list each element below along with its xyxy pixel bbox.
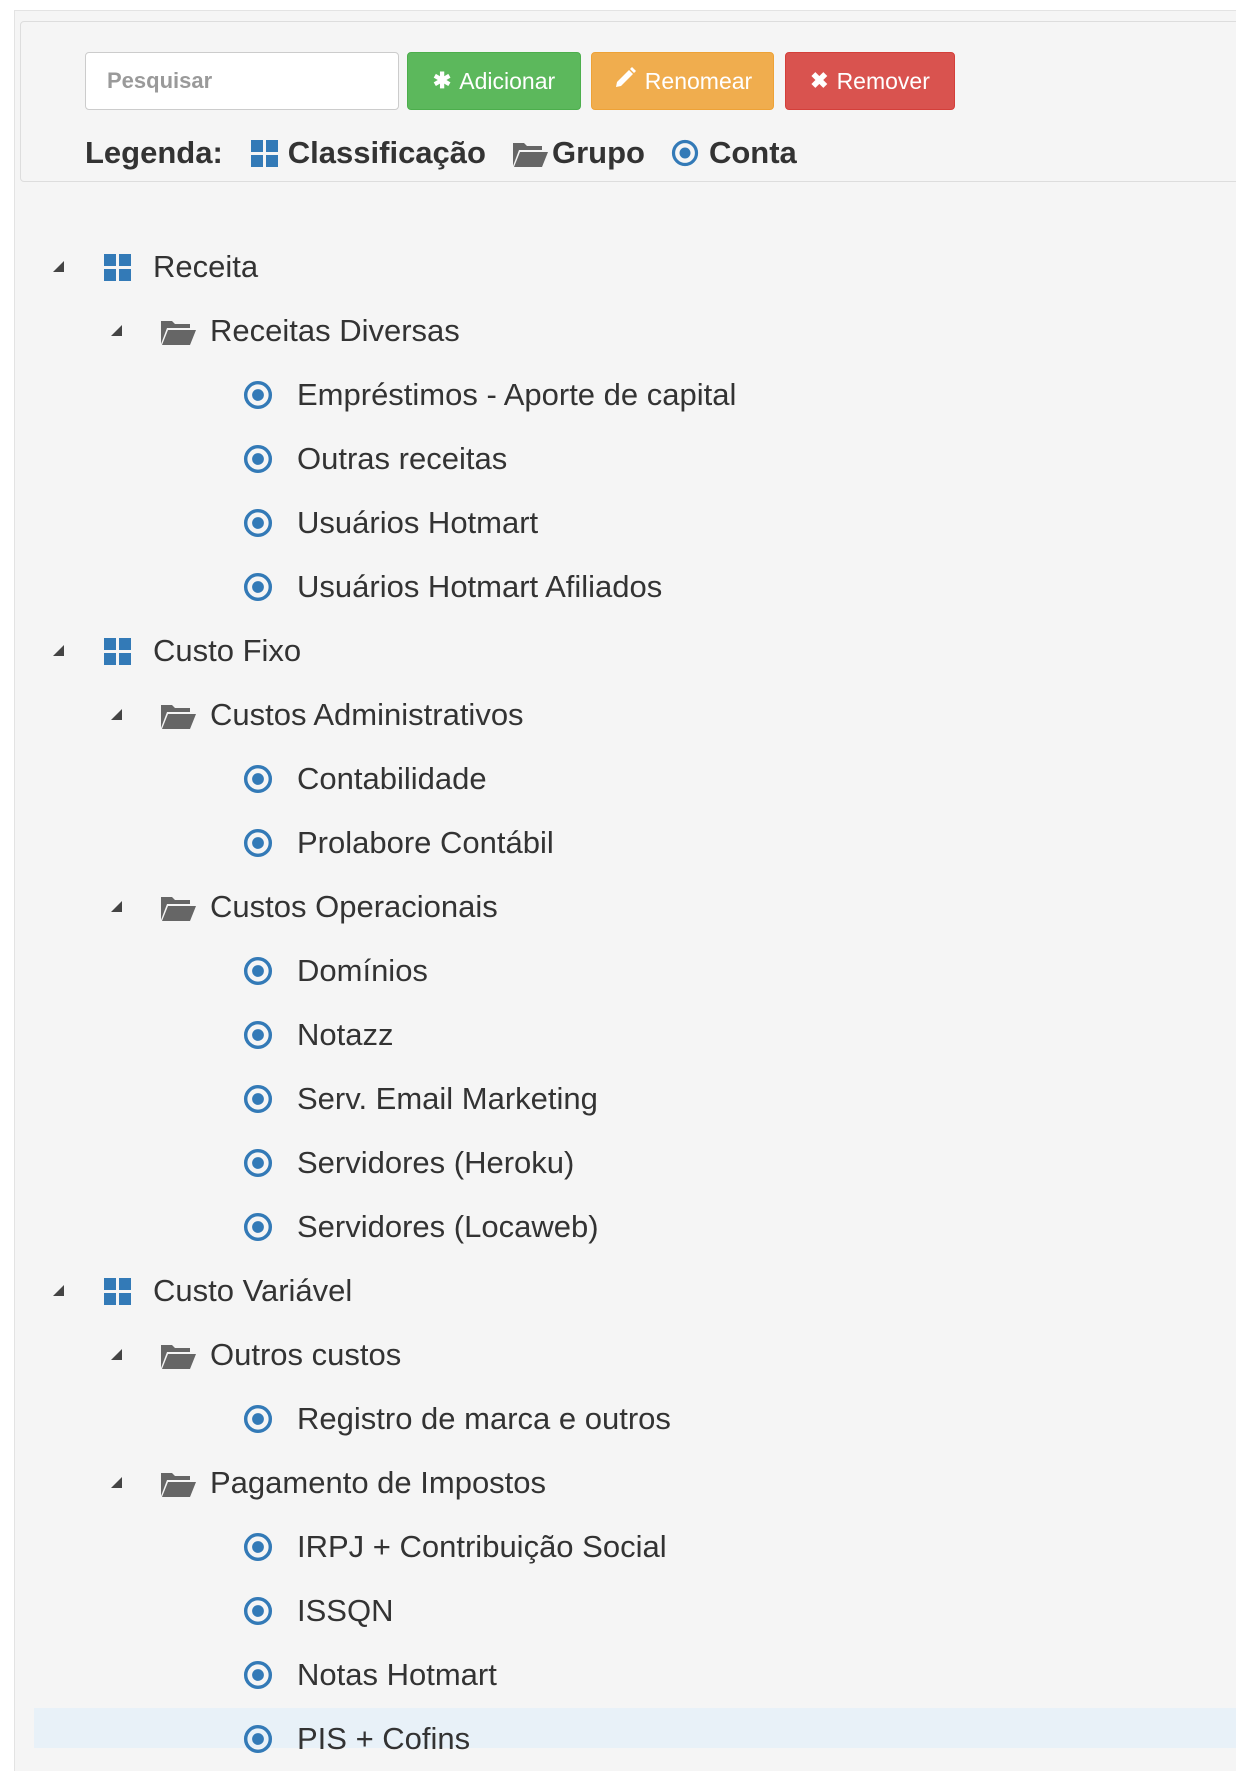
node-label: Servidores (Locaweb)	[297, 1209, 599, 1244]
radio-dot-icon	[243, 956, 273, 986]
tree-node-account[interactable]	[243, 555, 662, 619]
tree-node-group[interactable]	[110, 875, 498, 939]
tree-node-account[interactable]	[243, 363, 736, 427]
legend-title: Legenda:	[85, 135, 223, 170]
legend-account	[671, 135, 797, 171]
node-label: Custo Variável	[153, 1273, 353, 1308]
search-input[interactable]	[85, 52, 399, 110]
node-label: Servidores (Heroku)	[297, 1145, 575, 1180]
node-label: Custos Administrativos	[210, 697, 524, 732]
tree-node-group[interactable]	[110, 299, 460, 363]
tree-node-group[interactable]	[110, 1451, 546, 1515]
node-label: Pagamento de Impostos	[210, 1465, 547, 1500]
grid-icon	[104, 638, 131, 665]
radio-dot-icon	[243, 444, 273, 474]
radio-dot-icon	[243, 1404, 273, 1434]
rename-button-label: Renomear	[644, 67, 753, 94]
node-label: Contabilidade	[297, 761, 487, 796]
radio-dot-icon	[243, 572, 273, 602]
caret-down-icon[interactable]	[110, 900, 124, 914]
tree-node-account[interactable]	[243, 811, 554, 875]
node-label: Outros custos	[210, 1337, 402, 1372]
folder-open-icon	[512, 139, 550, 168]
node-label: Custos Operacionais	[210, 889, 498, 924]
legend-group	[512, 135, 645, 171]
close-icon: ✖	[810, 68, 829, 93]
grid-icon	[104, 1278, 131, 1305]
radio-dot-icon	[243, 1596, 273, 1626]
radio-dot-icon	[671, 139, 699, 167]
node-label: Usuários Hotmart	[297, 505, 539, 540]
radio-dot-icon	[243, 508, 273, 538]
radio-dot-icon	[243, 380, 273, 410]
caret-down-icon[interactable]	[52, 1284, 66, 1298]
legend-classification	[251, 135, 486, 171]
node-label: Custo Fixo	[153, 633, 302, 668]
caret-down-icon[interactable]	[110, 1476, 124, 1490]
tree-node-account[interactable]	[243, 1387, 671, 1451]
toolbar-panel	[20, 21, 1236, 182]
tree-node-account[interactable]	[243, 747, 487, 811]
grid-icon	[251, 140, 278, 167]
radio-dot-icon	[243, 1660, 273, 1690]
tree-node-group[interactable]	[110, 683, 524, 747]
add-button[interactable]	[407, 52, 581, 110]
tree-node-account[interactable]	[243, 1131, 574, 1195]
tree-node-account[interactable]	[243, 1067, 598, 1131]
radio-dot-icon	[243, 828, 273, 858]
rename-button[interactable]	[591, 52, 774, 110]
tree-node-group[interactable]	[110, 1323, 401, 1387]
node-label: Serv. Email Marketing	[297, 1081, 598, 1116]
node-label: Outras receitas	[297, 441, 508, 476]
radio-dot-icon	[243, 1532, 273, 1562]
folder-open-icon	[160, 701, 198, 730]
node-label: Receita	[153, 249, 259, 284]
node-label: Domínios	[297, 953, 428, 988]
caret-down-icon[interactable]	[110, 324, 124, 338]
tree-node-account[interactable]	[243, 1515, 667, 1579]
legend-classification-label: Classificação	[287, 135, 486, 170]
node-label: Registro de marca e outros	[297, 1401, 671, 1436]
radio-dot-icon	[243, 1084, 273, 1114]
radio-dot-icon	[243, 1212, 273, 1242]
node-label: Usuários Hotmart Afiliados	[297, 569, 663, 604]
tree-node-account[interactable]	[243, 1003, 393, 1067]
tree-node-classification[interactable]	[52, 619, 301, 683]
node-label: Notazz	[297, 1017, 394, 1052]
node-label: Receitas Diversas	[210, 313, 460, 348]
remove-button[interactable]	[785, 52, 955, 110]
tree-node-classification[interactable]	[52, 1259, 352, 1323]
tree-node-classification[interactable]	[52, 235, 258, 299]
caret-down-icon[interactable]	[110, 1348, 124, 1362]
tree-node-account[interactable]	[243, 939, 428, 1003]
folder-open-icon	[160, 317, 198, 346]
pencil-icon	[613, 66, 637, 96]
node-label: IRPJ + Contribuição Social	[297, 1529, 667, 1564]
tree-node-account[interactable]	[243, 1643, 497, 1707]
radio-dot-icon	[243, 1148, 273, 1178]
add-button-label: Adicionar	[459, 67, 556, 94]
caret-down-icon[interactable]	[52, 260, 66, 274]
node-label: Prolabore Contábil	[297, 825, 554, 860]
tree-node-account[interactable]	[243, 1707, 470, 1771]
caret-down-icon[interactable]	[110, 708, 124, 722]
radio-dot-icon	[243, 1724, 273, 1754]
folder-open-icon	[160, 1469, 198, 1498]
legend-account-label: Conta	[708, 135, 797, 170]
selected-row-highlight	[34, 1708, 1236, 1748]
node-label: Notas Hotmart	[297, 1657, 497, 1692]
caret-down-icon[interactable]	[52, 644, 66, 658]
tree-node-account[interactable]	[243, 491, 538, 555]
radio-dot-icon	[243, 1020, 273, 1050]
radio-dot-icon	[243, 764, 273, 794]
remove-button-label: Remover	[836, 67, 930, 94]
tree-node-account[interactable]	[243, 1579, 393, 1643]
folder-open-icon	[160, 893, 198, 922]
grid-icon	[104, 254, 131, 281]
folder-open-icon	[160, 1341, 198, 1370]
node-label: PIS + Cofins	[297, 1721, 471, 1756]
node-label: Empréstimos - Aporte de capital	[297, 377, 737, 412]
tree-node-account[interactable]	[243, 427, 507, 491]
legend-group-label: Grupo	[551, 135, 645, 170]
node-label: ISSQN	[297, 1593, 394, 1628]
asterisk-icon: ✱	[432, 68, 452, 93]
tree-node-account[interactable]	[243, 1195, 599, 1259]
legend	[85, 129, 823, 177]
